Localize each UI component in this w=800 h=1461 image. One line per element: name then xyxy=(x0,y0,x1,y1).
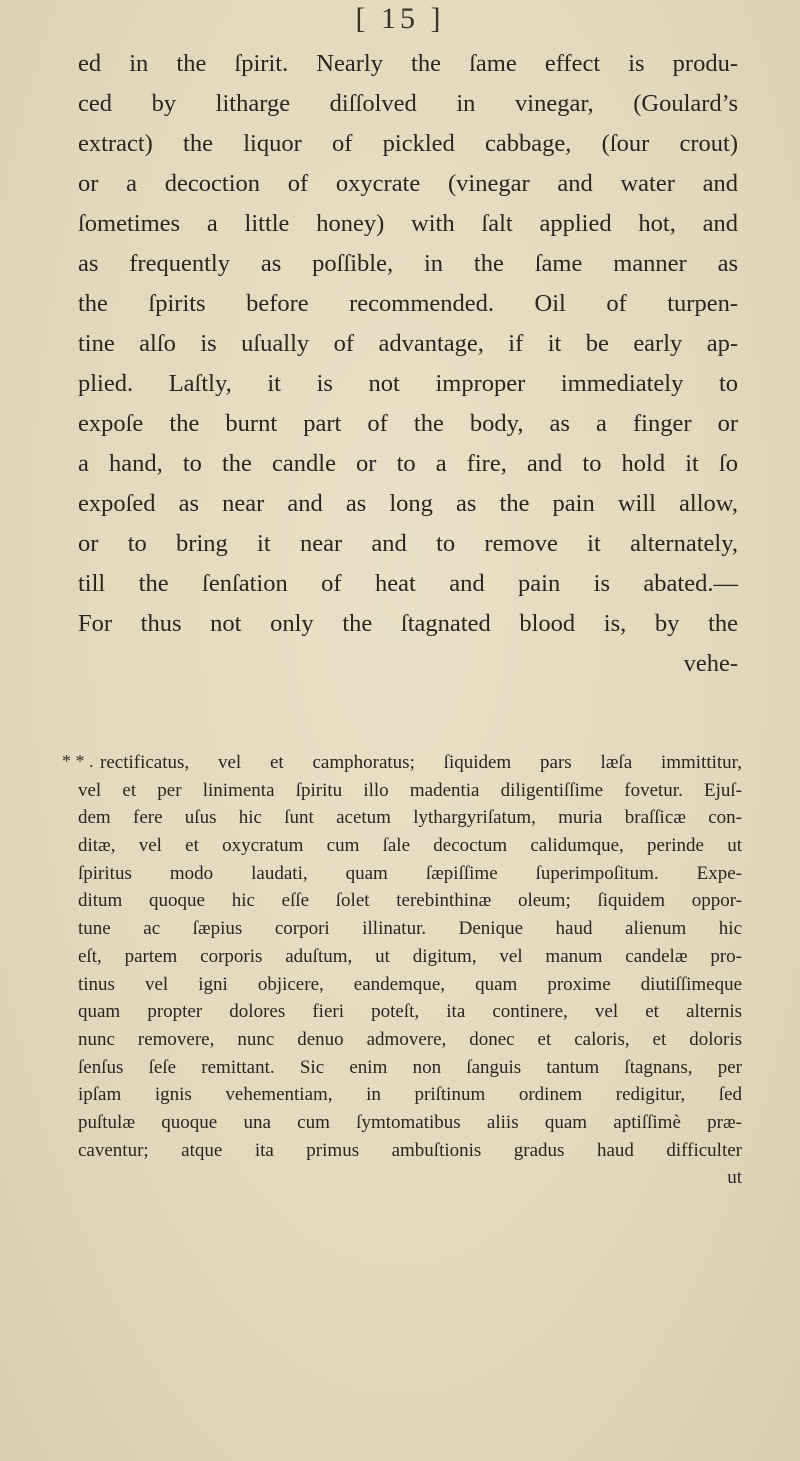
text-line: plied. Laſtly, it is not improper immediately to xyxy=(78,370,738,397)
footnote-line: tune ac ſæpius corpori illinatur. Denique haud alienum hic xyxy=(78,918,742,940)
text-line: as frequently as poſſible, in the ſame manner as xyxy=(78,250,738,277)
text-line: ſometimes a little honey) with ſalt applied hot, and xyxy=(78,210,738,237)
footnote-line: ſenſus ſeſe remittant. Sic enim non ſanguis tantum ſtagnans, per xyxy=(78,1056,742,1078)
footnote-line: vel et per linimenta ſpiritu illo madentia diligentiſſime fovetur. Ejuſ- xyxy=(78,779,742,801)
text-line: expoſe the burnt part of the body, as a finger or xyxy=(78,410,738,437)
footnote-line: eſt, partem corporis aduſtum, ut digitum, vel manum candelæ pro- xyxy=(78,945,742,967)
main-text xyxy=(78,44,738,684)
text-line: expoſed as near and as long as the pain will allow, xyxy=(78,490,738,517)
text-line: ced by litharge diſſolved in vinegar, (Goulard’s xyxy=(78,90,738,117)
text-line: or to bring it near and to remove it alternately, xyxy=(78,530,738,557)
footnote-line: ipſam ignis vehementiam, in priſtinum ordinem redigitur, ſed xyxy=(78,1084,742,1106)
text-line: or a decoction of oxycrate (vinegar and water and xyxy=(78,170,738,197)
footnote-line: ditæ, vel et oxycratum cum ſale decoctum calidumque, perinde ut xyxy=(78,835,742,857)
text-line: For thus not only the ſtagnated blood is, by the xyxy=(78,610,738,637)
text-line: a hand, to the candle or to a fire, and to hold it ſo xyxy=(78,450,738,477)
text-line: tine alſo is uſually of advantage, if it be early ap- xyxy=(78,330,738,357)
footnote-marker: * * . xyxy=(62,751,94,771)
text-line: the ſpirits before recommended. Oil of turpen- xyxy=(78,290,738,317)
footnote-text xyxy=(78,749,742,1192)
footnote-line: quam propter dolores fieri poteſt, ita continere, vel et alternis xyxy=(78,1001,742,1023)
text-line: till the ſenſation of heat and pain is abated.— xyxy=(78,570,738,597)
footnote-line: dem fere uſus hic ſunt acetum lythargyriſatum, muria braſſicæ con- xyxy=(78,807,742,829)
footnote-line: puſtulæ quoque una cum ſymtomatibus aliis quam aptiſſimè præ- xyxy=(78,1111,742,1133)
page-number: [ 15 ] xyxy=(355,2,445,35)
text-line: ed in the ſpirit. Nearly the ſame effect is produ- xyxy=(78,50,738,77)
catchword: vehe- xyxy=(683,650,738,677)
footnote-line: caventur; atque ita primus ambuſtionis gradus haud difficulter xyxy=(78,1139,742,1161)
text-line: extract) the liquor of pickled cabbage, (ſour crout) xyxy=(78,130,738,157)
footnote-line: nunc removere, nunc denuo admovere, donec et caloris, et doloris xyxy=(78,1028,742,1050)
footnote-line: rectificatus, vel et camphoratus; ſiquidem pars læſa immittitur, xyxy=(100,752,742,773)
footnote-line: ſpiritus modo laudati, quam ſæpiſſime ſuperimpoſitum. Expe- xyxy=(78,862,742,884)
footnote-line: ditum quoque hic eſſe ſolet terebinthinæ oleum; ſiquidem oppor- xyxy=(78,890,742,912)
footnote-catchword: ut xyxy=(727,1167,742,1189)
footnote-line: tinus vel igni objicere, eandemque, quam proxime diutiſſimeque xyxy=(78,973,742,995)
